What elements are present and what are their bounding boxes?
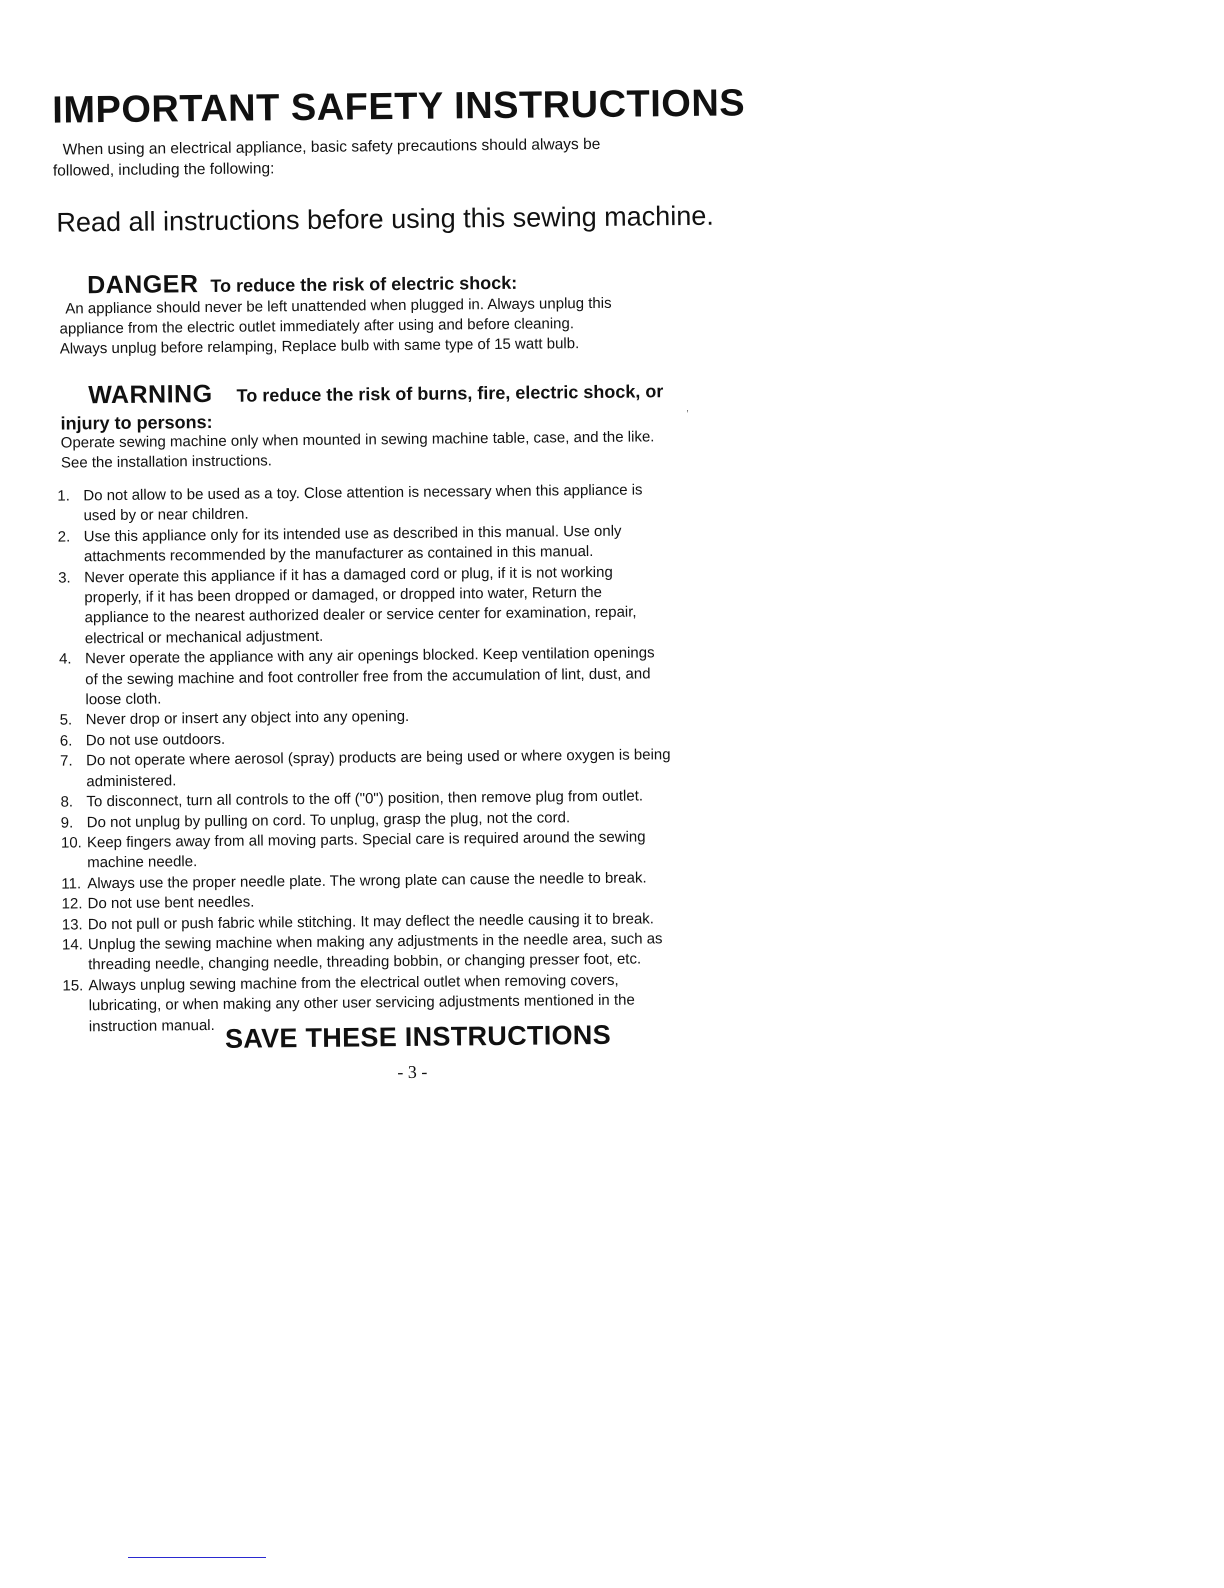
- instruction-number: 10.: [60, 834, 82, 852]
- warning-line: Operate sewing machine only when mounted in sewing machine table, case, and the like.: [60, 428, 655, 452]
- instruction-line: Keep fingers away from all moving parts. Special care is required around the sewing: [86, 828, 646, 852]
- instruction-number: 15.: [62, 977, 84, 995]
- instruction-line: Do not allow to be used as a toy. Close attention is necessary when this appliance is: [83, 481, 643, 505]
- instruction-text: [88, 928, 782, 976]
- instruction-line: Do not operate where aerosol (spray) products are being used or where oxygen is being: [85, 746, 671, 770]
- instruction-text: [83, 479, 777, 527]
- warning-subtitle-continued: injury to persons:: [60, 411, 213, 434]
- instruction-line: Use this appliance only for its intended use as described in this manual. Use only: [83, 522, 622, 546]
- instruction-line: Never drop or insert any object into any opening.: [85, 708, 410, 729]
- danger-line: Always unplug before relamping, Replace bulb with same type of 15 watt bulb.: [59, 335, 580, 358]
- instruction-number: 1.: [57, 487, 70, 505]
- warning-subtitle: To reduce the risk of burns, fire, electric shock, or: [236, 381, 664, 406]
- instruction-number: 11.: [61, 875, 82, 893]
- instruction-text: [87, 826, 781, 874]
- instruction-line: Do not pull or push fabric while stitching. It may deflect the needle causing it to break.: [87, 909, 654, 933]
- instruction-number: 12.: [61, 895, 83, 913]
- instruction-line: administered.: [86, 772, 177, 790]
- instruction-line: properly, if it has been dropped or damaged, or dropped into water, Return the: [84, 583, 602, 607]
- instruction-number: 9.: [60, 813, 74, 832]
- warning-heading: [88, 375, 663, 410]
- danger-subtitle: To reduce the risk of electric shock:: [210, 272, 518, 296]
- instruction-number: 13.: [61, 915, 83, 934]
- instruction-line: Never operate the appliance with any air openings blocked. Keep ventilation openings: [84, 644, 655, 668]
- instruction-number: 8.: [60, 793, 74, 811]
- intro-line: followed, including the following:: [52, 160, 275, 180]
- read-all-notice: Read all instructions before using this sewing machine.: [56, 200, 714, 238]
- instruction-line: used by or near children.: [83, 505, 249, 525]
- instruction-line: threading needle, changing needle, threading bobbin, or changing presser foot, etc.: [88, 950, 642, 974]
- instruction-number: 14.: [61, 936, 83, 954]
- instruction-number: 6.: [59, 732, 73, 750]
- danger-label: DANGER: [86, 270, 199, 300]
- instruction-line: appliance to the nearest authorized dealer or service center for examination, repair,: [84, 603, 637, 627]
- danger-line: appliance from the electric outlet immediately after using and before cleaning.: [59, 315, 575, 338]
- instruction-list: [57, 479, 783, 1037]
- instruction-item: [58, 561, 779, 650]
- instruction-line: attachments recommended by the manufacturer as contained in this manual.: [83, 543, 594, 566]
- danger-paragraph: [59, 292, 780, 360]
- scan-speck: ’: [686, 408, 689, 420]
- instruction-line: lubricating, or when making any other user servicing adjustments mentioned in the: [88, 991, 635, 1015]
- instruction-line: Do not use bent needles.: [87, 893, 255, 913]
- instruction-line: machine needle.: [87, 853, 198, 872]
- instruction-text: [86, 744, 780, 792]
- instruction-line: Never operate this appliance if it has a damaged cord or plug, if it is not working: [84, 563, 613, 586]
- warning-label: WARNING: [88, 379, 213, 410]
- instruction-number: 7.: [60, 752, 73, 770]
- instruction-line: electrical or mechanical adjustment.: [84, 627, 324, 648]
- instruction-line: Unplug the sewing machine when making any adjustments in the needle area, such as: [87, 930, 663, 954]
- instruction-number: 2.: [57, 528, 71, 546]
- warning-paragraph: [61, 426, 781, 474]
- instruction-number: 3.: [58, 569, 71, 587]
- intro-line: When using an electrical appliance, basic safety precautions should always be: [62, 135, 601, 159]
- instruction-line: instruction manual.: [88, 1016, 215, 1035]
- instruction-text: [84, 561, 779, 650]
- warning-line: See the installation instructions.: [60, 452, 272, 472]
- intro-paragraph: [53, 132, 753, 181]
- danger-line: An appliance should never be left unattended when plugged in. Always unplug this: [65, 294, 612, 318]
- save-instructions-heading: SAVE THESE INSTRUCTIONS: [224, 1019, 612, 1054]
- instruction-line: Always unplug sewing machine from the electrical outlet when removing covers,: [88, 971, 619, 995]
- instruction-line: of the sewing machine and foot controller free from the accumulation of lint, dust, and: [85, 665, 651, 688]
- instruction-line: To disconnect, turn all controls to the off ("0") position, then remove plug from outlet.: [86, 787, 644, 811]
- instruction-item: [59, 642, 780, 711]
- instruction-line: Do not unplug by pulling on cord. To unplug, grasp the plug, not the cord.: [86, 808, 571, 831]
- instruction-text: [84, 520, 778, 568]
- instruction-number: 4.: [58, 650, 72, 668]
- page-number: - 3 -: [397, 1061, 428, 1083]
- instruction-number: 5.: [59, 711, 73, 730]
- instruction-line: Always use the proper needle plate. The wrong plate can cause the needle to break.: [87, 869, 647, 893]
- instruction-line: loose cloth.: [85, 690, 162, 709]
- footer-rule: [128, 1557, 266, 1558]
- page-title: IMPORTANT SAFETY INSTRUCTIONS: [52, 82, 746, 132]
- instruction-line: Do not use outdoors.: [85, 730, 226, 750]
- instruction-text: [85, 642, 780, 710]
